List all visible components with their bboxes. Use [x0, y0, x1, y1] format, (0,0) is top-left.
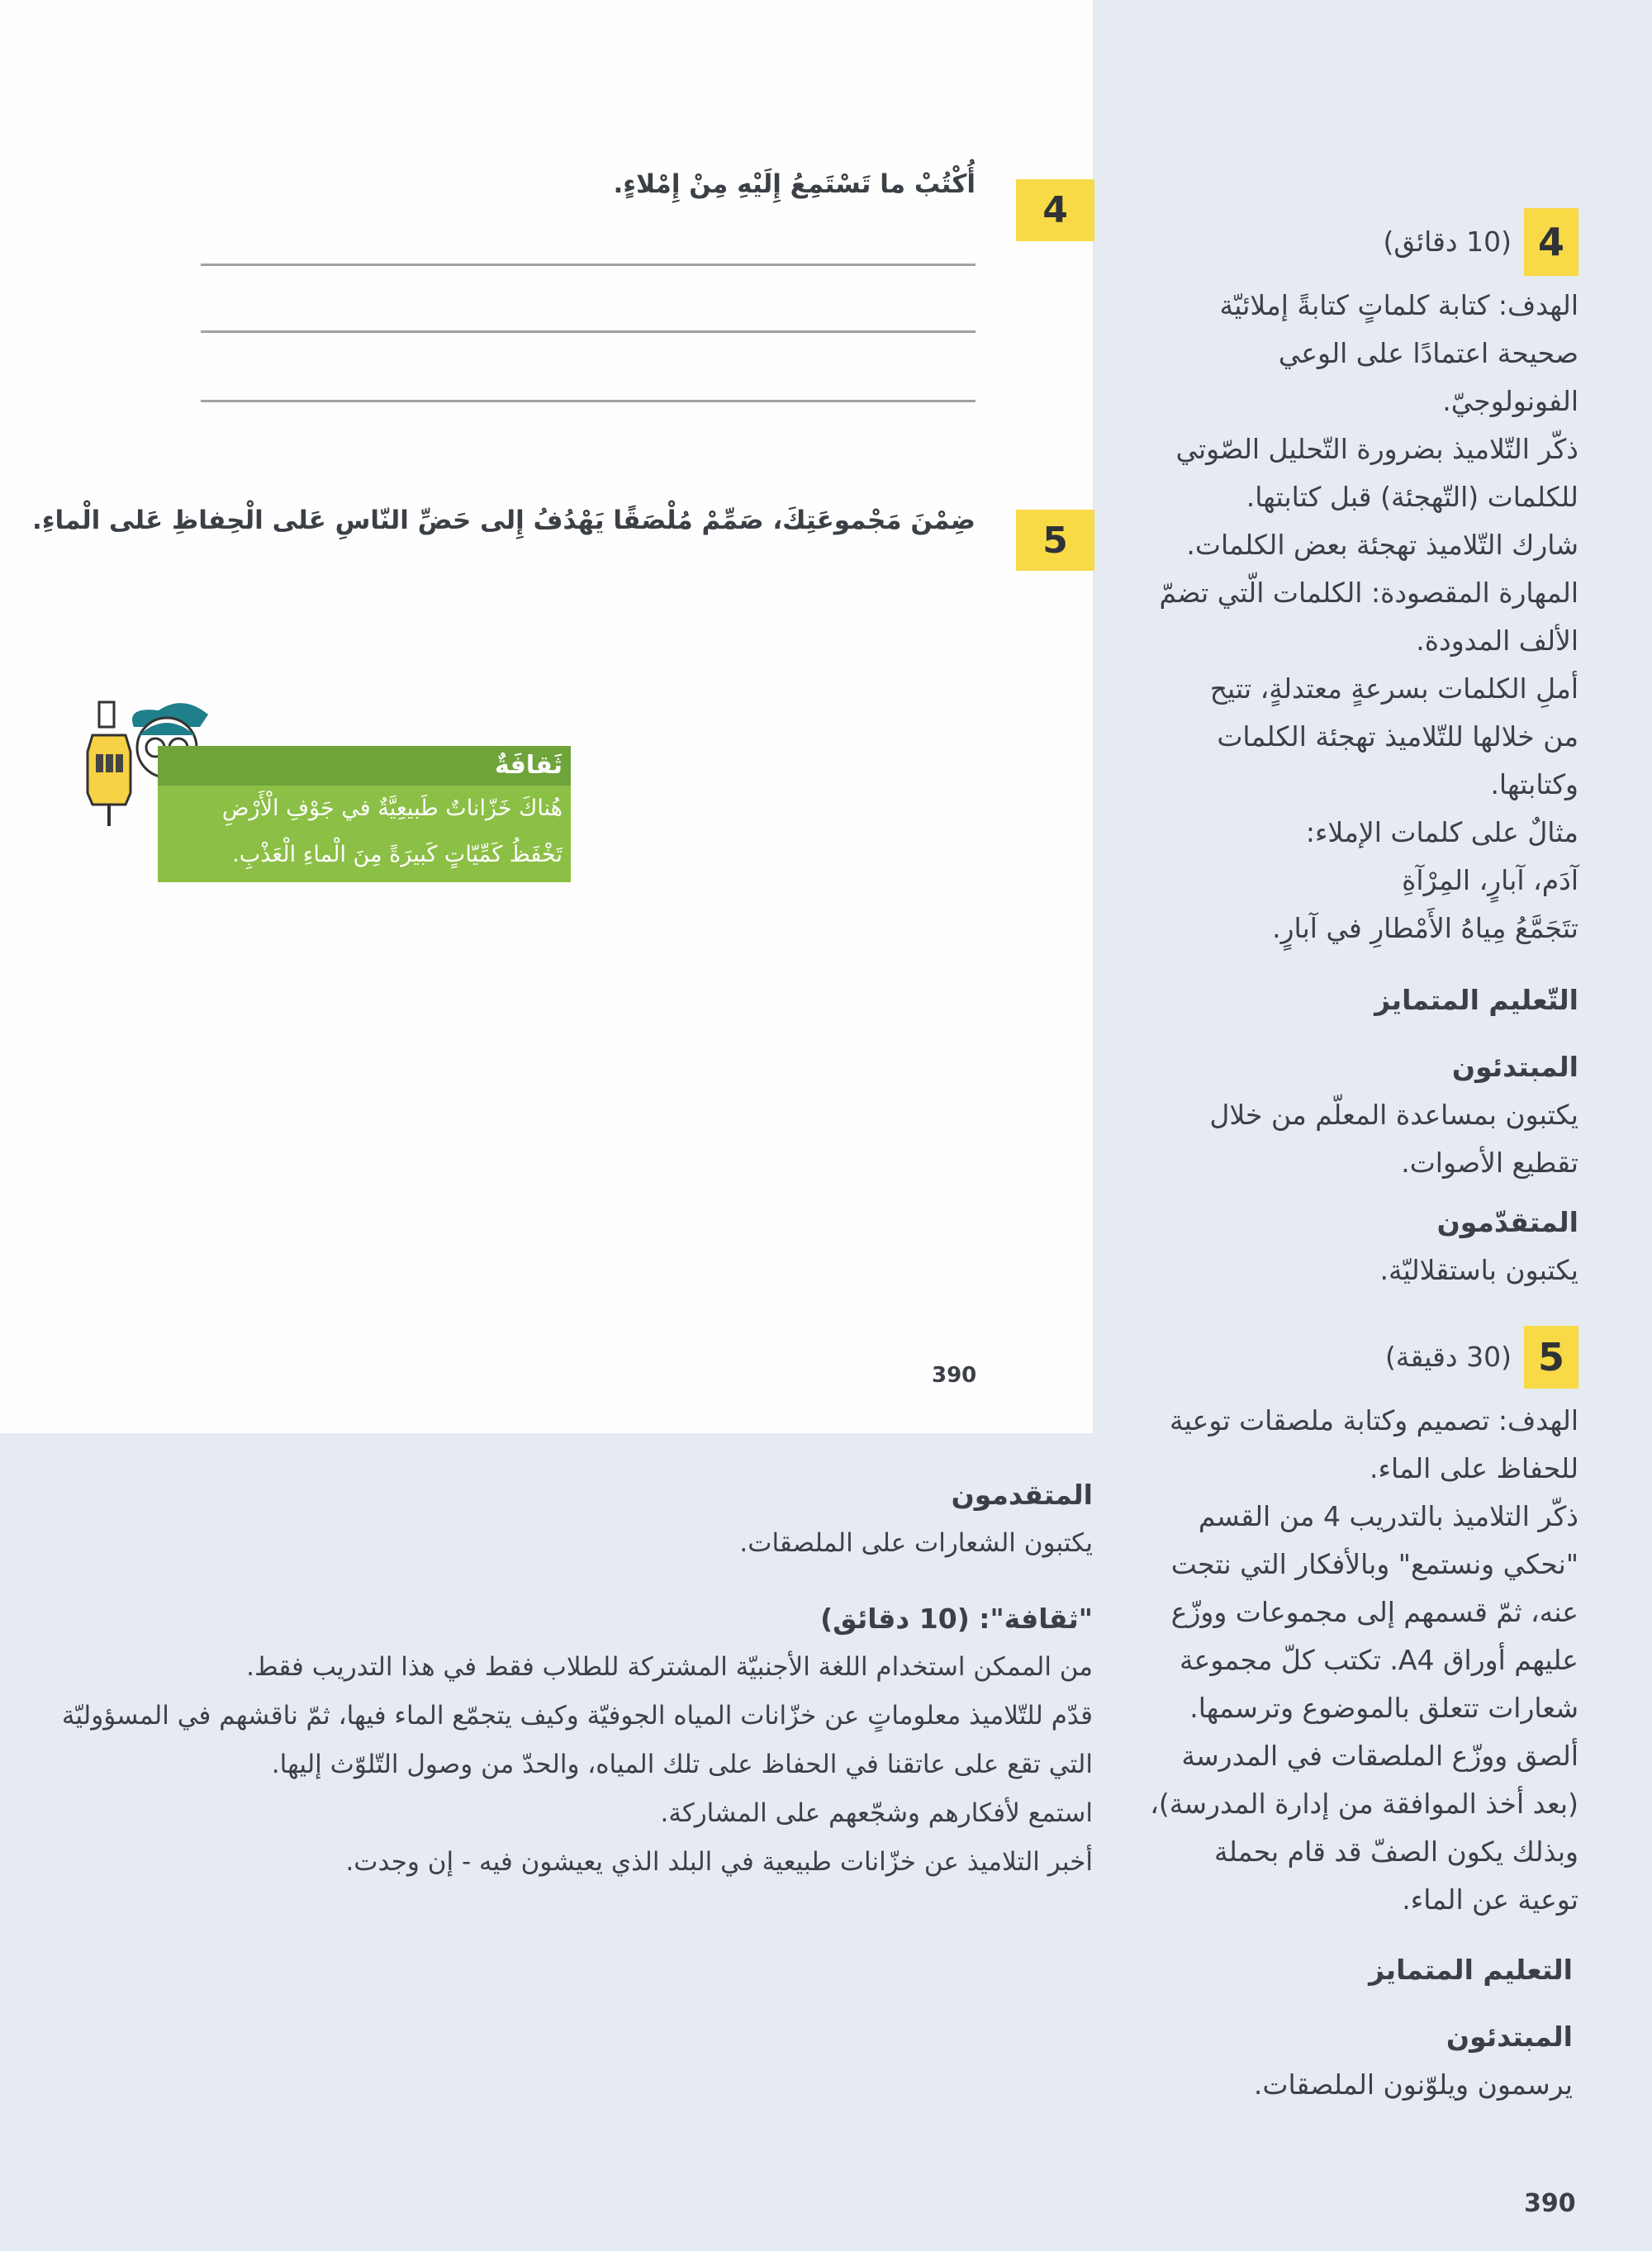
text-line: استمع لأفكارهم وشجّعهم على المشاركة. — [660, 1798, 1093, 1828]
page-number: 390 — [1524, 2189, 1576, 2218]
text-line: يكتبون باستقلاليّة. — [1379, 1254, 1578, 1286]
text-line: من الممكن استخدام اللغة الأجنبيّة المشتركة للطلاب فقط في هذا التدريب فقط. — [246, 1652, 1093, 1682]
exercise-4-badge — [1016, 179, 1094, 241]
text-line: تتَجَمَّعُ مِياهُ الأَمْطارِ في آبارٍ. — [1272, 912, 1578, 944]
step-5-duration: (30 دقيقة) — [1384, 1341, 1512, 1373]
text-line: "نحكي ونستمع" وبالأفكار التي نتجت — [1170, 1548, 1578, 1580]
step-4-duration: (10 دقائق) — [1383, 226, 1512, 258]
step-4-badge — [1524, 208, 1578, 276]
differentiated-heading: التّعليم المتمايز — [1374, 984, 1578, 1016]
beginners-heading: المبتدئون — [1446, 2021, 1573, 2053]
text-line: شارك التّلاميذ تهجئة بعض الكلمات. — [1186, 529, 1578, 561]
beginners-section — [1254, 2013, 1573, 2109]
student-page-number: 390 — [932, 1363, 977, 1388]
writing-line[interactable] — [201, 330, 976, 333]
student-page — [0, 0, 1093, 1433]
text-line: عنه، ثمّ قسمهم إلى مجموعات ووزّع — [1170, 1596, 1578, 1628]
step-5-badge — [1524, 1326, 1578, 1389]
advanced-section — [1379, 1199, 1578, 1294]
text-line: للحفاظ على الماء. — [1369, 1452, 1578, 1484]
text-line: التي تقع على عاتقنا في الحفاظ على تلك المياه، والحدّ من وصول التّلوّث إليها. — [271, 1750, 1093, 1779]
text-line: شعارات تتعلق بالموضوع وترسمها. — [1189, 1692, 1578, 1724]
writing-line[interactable] — [201, 400, 976, 402]
text-line: تقطيع الأصوات. — [1401, 1147, 1578, 1179]
differentiated-heading: التعليم المتمايز — [1369, 1954, 1573, 1986]
text-line: ألصق ووزّع الملصقات في المدرسة — [1181, 1740, 1578, 1772]
text-line: يكتبون بمساعدة المعلّم من خلال — [1209, 1099, 1578, 1131]
text-line: عليهم أوراق A4. تكتب كلّ مجموعة — [1179, 1644, 1578, 1676]
culture-box — [158, 746, 571, 882]
text-line: آدَم، آبارٍ، المِرْآةِ — [1402, 864, 1578, 896]
culture-title: ثَقافَةٌ — [158, 746, 571, 786]
text-line: وبذلك يكون الصفّ قد قام بحملة — [1214, 1835, 1578, 1868]
beginners-heading: المبتدئون — [1451, 1051, 1578, 1083]
exercise-4-instruction: أُكْتُبْ ما تَسْتَمِعُ إِلَيْهِ مِنْ إِمْلاءٍ. — [613, 169, 976, 199]
text-line: قدّم للتّلاميذ معلوماتٍ عن خزّانات المياه الجوفيّة وكيف يتجمّع الماء فيها، ثمّ ناقشهم في المسؤوليّة — [61, 1701, 1093, 1731]
text-line: الهدف: كتابة كلماتٍ كتابةً إملائيّة — [1219, 289, 1578, 321]
lower-notes — [62, 1471, 1093, 1887]
exercise-5-instruction: ضِمْنَ مَجْموعَتِكَ، صَمِّمْ مُلْصَقًا يَهْدُفُ إِلى حَضِّ النّاسِ عَلى الْحِفاظِ عَلى الْماءِ. — [31, 506, 976, 535]
text-line: للكلمات (التّهجئة) قبل كتابتها. — [1246, 481, 1578, 513]
step-4-number: 4 — [1537, 220, 1564, 264]
exercise-4-number: 4 — [1042, 189, 1068, 231]
text-line: أملِ الكلمات بسرعةٍ معتدلةٍ، تتيح — [1209, 672, 1578, 705]
text-line: مثالٌ على كلمات الإملاء: — [1305, 816, 1578, 848]
step-4-text — [1159, 282, 1578, 952]
culture-line: تَخْفَظُ كَمِّيّاتٍ كَبيرَةً مِنَ الْماءِ الْعَذْبِ. — [232, 842, 563, 867]
text-line: الهدف: تصميم وكتابة ملصقات توعية — [1170, 1404, 1578, 1437]
text-line: الفونولوجيّ. — [1442, 385, 1578, 417]
culture-activity-heading: "ثقافة": (10 دقائق) — [820, 1603, 1093, 1635]
text-line: أخبر التلاميذ عن خزّانات طبيعية في البلد الذي يعيشون فيه - إن وجدت. — [345, 1847, 1093, 1877]
text-line: (بعد أخذ الموافقة من إدارة المدرسة)، — [1150, 1788, 1578, 1820]
writing-line[interactable] — [201, 264, 976, 266]
text-line: الألف المدودة. — [1416, 624, 1578, 657]
exercise-5-number: 5 — [1042, 519, 1068, 562]
advanced-heading: المتقدمون — [951, 1479, 1093, 1511]
text-line: توعية عن الماء. — [1402, 1883, 1578, 1916]
beginners-section — [1209, 1043, 1578, 1187]
advanced-heading: المتقدّمون — [1436, 1206, 1578, 1238]
text-line: من خلالها للتّلاميذ تهجئة الكلمات — [1217, 720, 1578, 753]
step-5-text — [1150, 1397, 1578, 1924]
text-line: ذكّر التّلاميذ بضرورة التّحليل الصّوتي — [1175, 433, 1578, 465]
step-5-number: 5 — [1537, 1335, 1564, 1380]
text-line: المهارة المقصودة: الكلمات الّتي تضمّ — [1159, 577, 1578, 609]
exercise-5-badge — [1016, 510, 1094, 571]
text-line: يرسمون ويلوّنون الملصقات. — [1253, 2068, 1573, 2101]
text-line: صحيحة اعتمادًا على الوعي — [1278, 337, 1578, 369]
culture-line: هُناكَ خَزّاناتٌ طَبيعِيَّةٌ في جَوْفِ الْأَرْضِ — [221, 795, 563, 821]
text-line: يكتبون الشعارات على الملصقات. — [739, 1528, 1093, 1558]
text-line: وكتابتها. — [1490, 768, 1578, 800]
text-line: ذكّر التلاميذ بالتدريب 4 من القسم — [1198, 1500, 1578, 1532]
